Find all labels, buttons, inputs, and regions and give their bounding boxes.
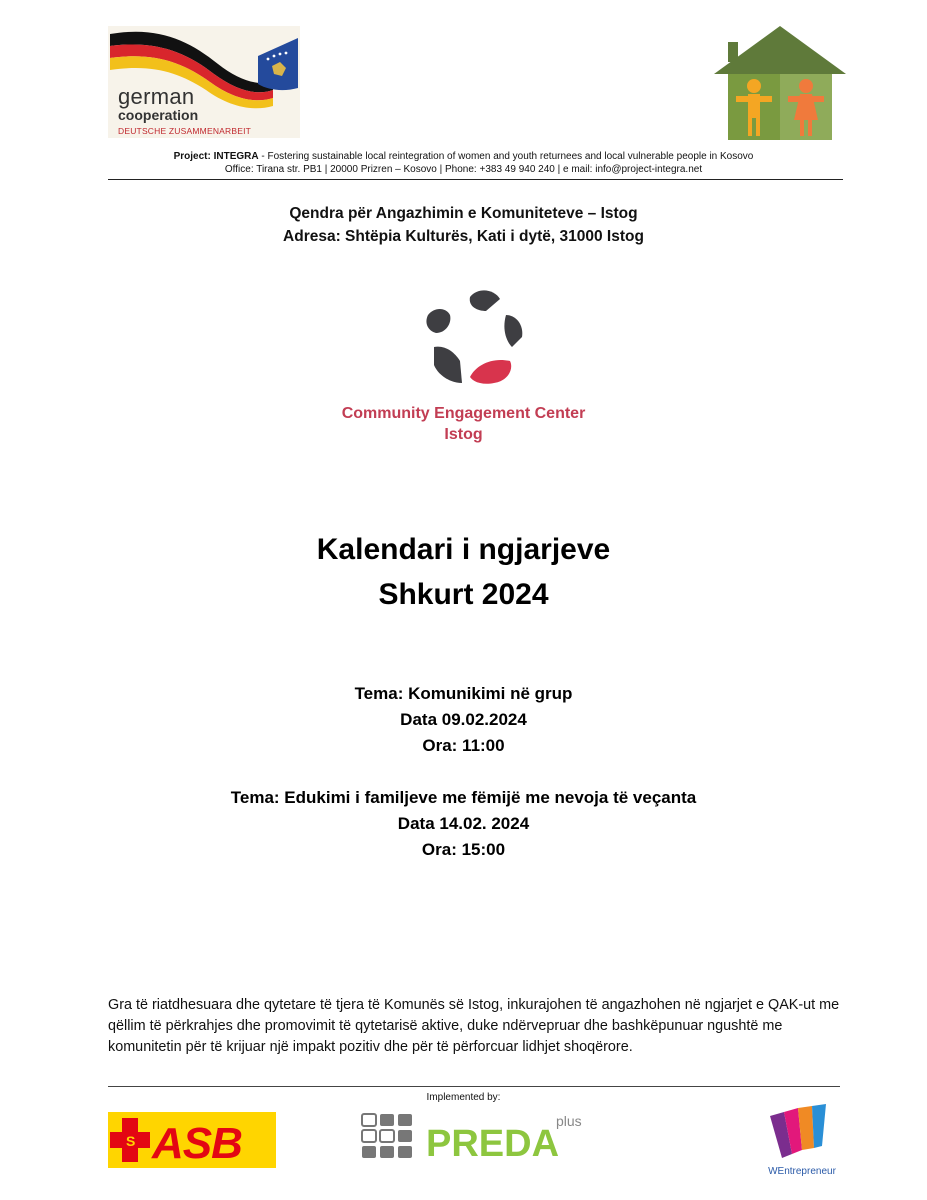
center-address: Adresa: Shtëpia Kulturës, Kati i dytë, 31000 Istog [283,228,644,245]
page-subtitle-month: Shkurt 2024 [378,578,549,611]
project-line [0,151,927,162]
preda-plus-logo [360,1110,590,1172]
preda-plus-text: plus [556,1113,582,1129]
footer-divider [108,1086,840,1087]
header-divider [108,179,843,180]
event-2-topic: Tema: Edukimi i familjeve me fëmijë me nevoja të veçanta [230,788,697,807]
event-2-time: Ora: 15:00 [421,840,506,859]
german-cooperation-logo [108,26,300,138]
german-logo-line1: german [118,84,195,109]
implemented-by-label: Implemented by: [426,1092,501,1103]
project-label: Project: INTEGRA [173,151,259,162]
german-logo-line3: DEUTSCHE ZUSAMMENARBEIT [118,126,252,136]
german-logo-line2: cooperation [118,107,199,123]
center-name: Qendra për Angazhimin e Komuniteteve – Istog [289,205,638,222]
wentrepreneur-logo [762,1102,842,1180]
event-2-date: Data 14.02. 2024 [397,814,530,833]
community-center-emblem [420,285,530,390]
wentrepreneur-text: WEntrepreneur [768,1166,836,1177]
event-1-topic: Tema: Komunikimi në grup [354,684,573,703]
cec-logo-text: Community Engagement Center [341,405,586,422]
asb-logo-text: ASB [152,1119,242,1168]
invitation-paragraph: Gra të riatdhesuara dhe qytetare të tjera të Komunës së Istog, inkurajohen të angazhohen në ngjarjet e QAK-ut me qëllim të përkrahjes dhe promovimit të qytetarisë aktive, duke ndërvepruar dhe bashkëpunuar ngushtë me komunitetin për të krijuar një impakt pozitiv dhe për të përforcuar lidhjet shoqërore. [108,997,840,1055]
office-contact-line: Office: Tirana str. PB1 | 20000 Prizren – Kosovo | Phone: +383 49 940 240 | e mail: info@project-integra.net [224,164,703,175]
page-title: Kalendari i ngjarjeve [316,533,611,566]
event-1-date: Data 09.02.2024 [400,710,527,729]
cec-logo-location: Istog [444,426,483,443]
project-description: - Fostering sustainable local reintegration of women and youth returnees and local vulnerable people in Kosovo [258,151,754,162]
preda-logo-text: PREDA [426,1123,560,1165]
svg-text:S: S [126,1133,136,1149]
asb-logo [108,1112,276,1168]
event-1-time: Ora: 11:00 [422,736,505,755]
integra-house-logo [712,24,848,142]
